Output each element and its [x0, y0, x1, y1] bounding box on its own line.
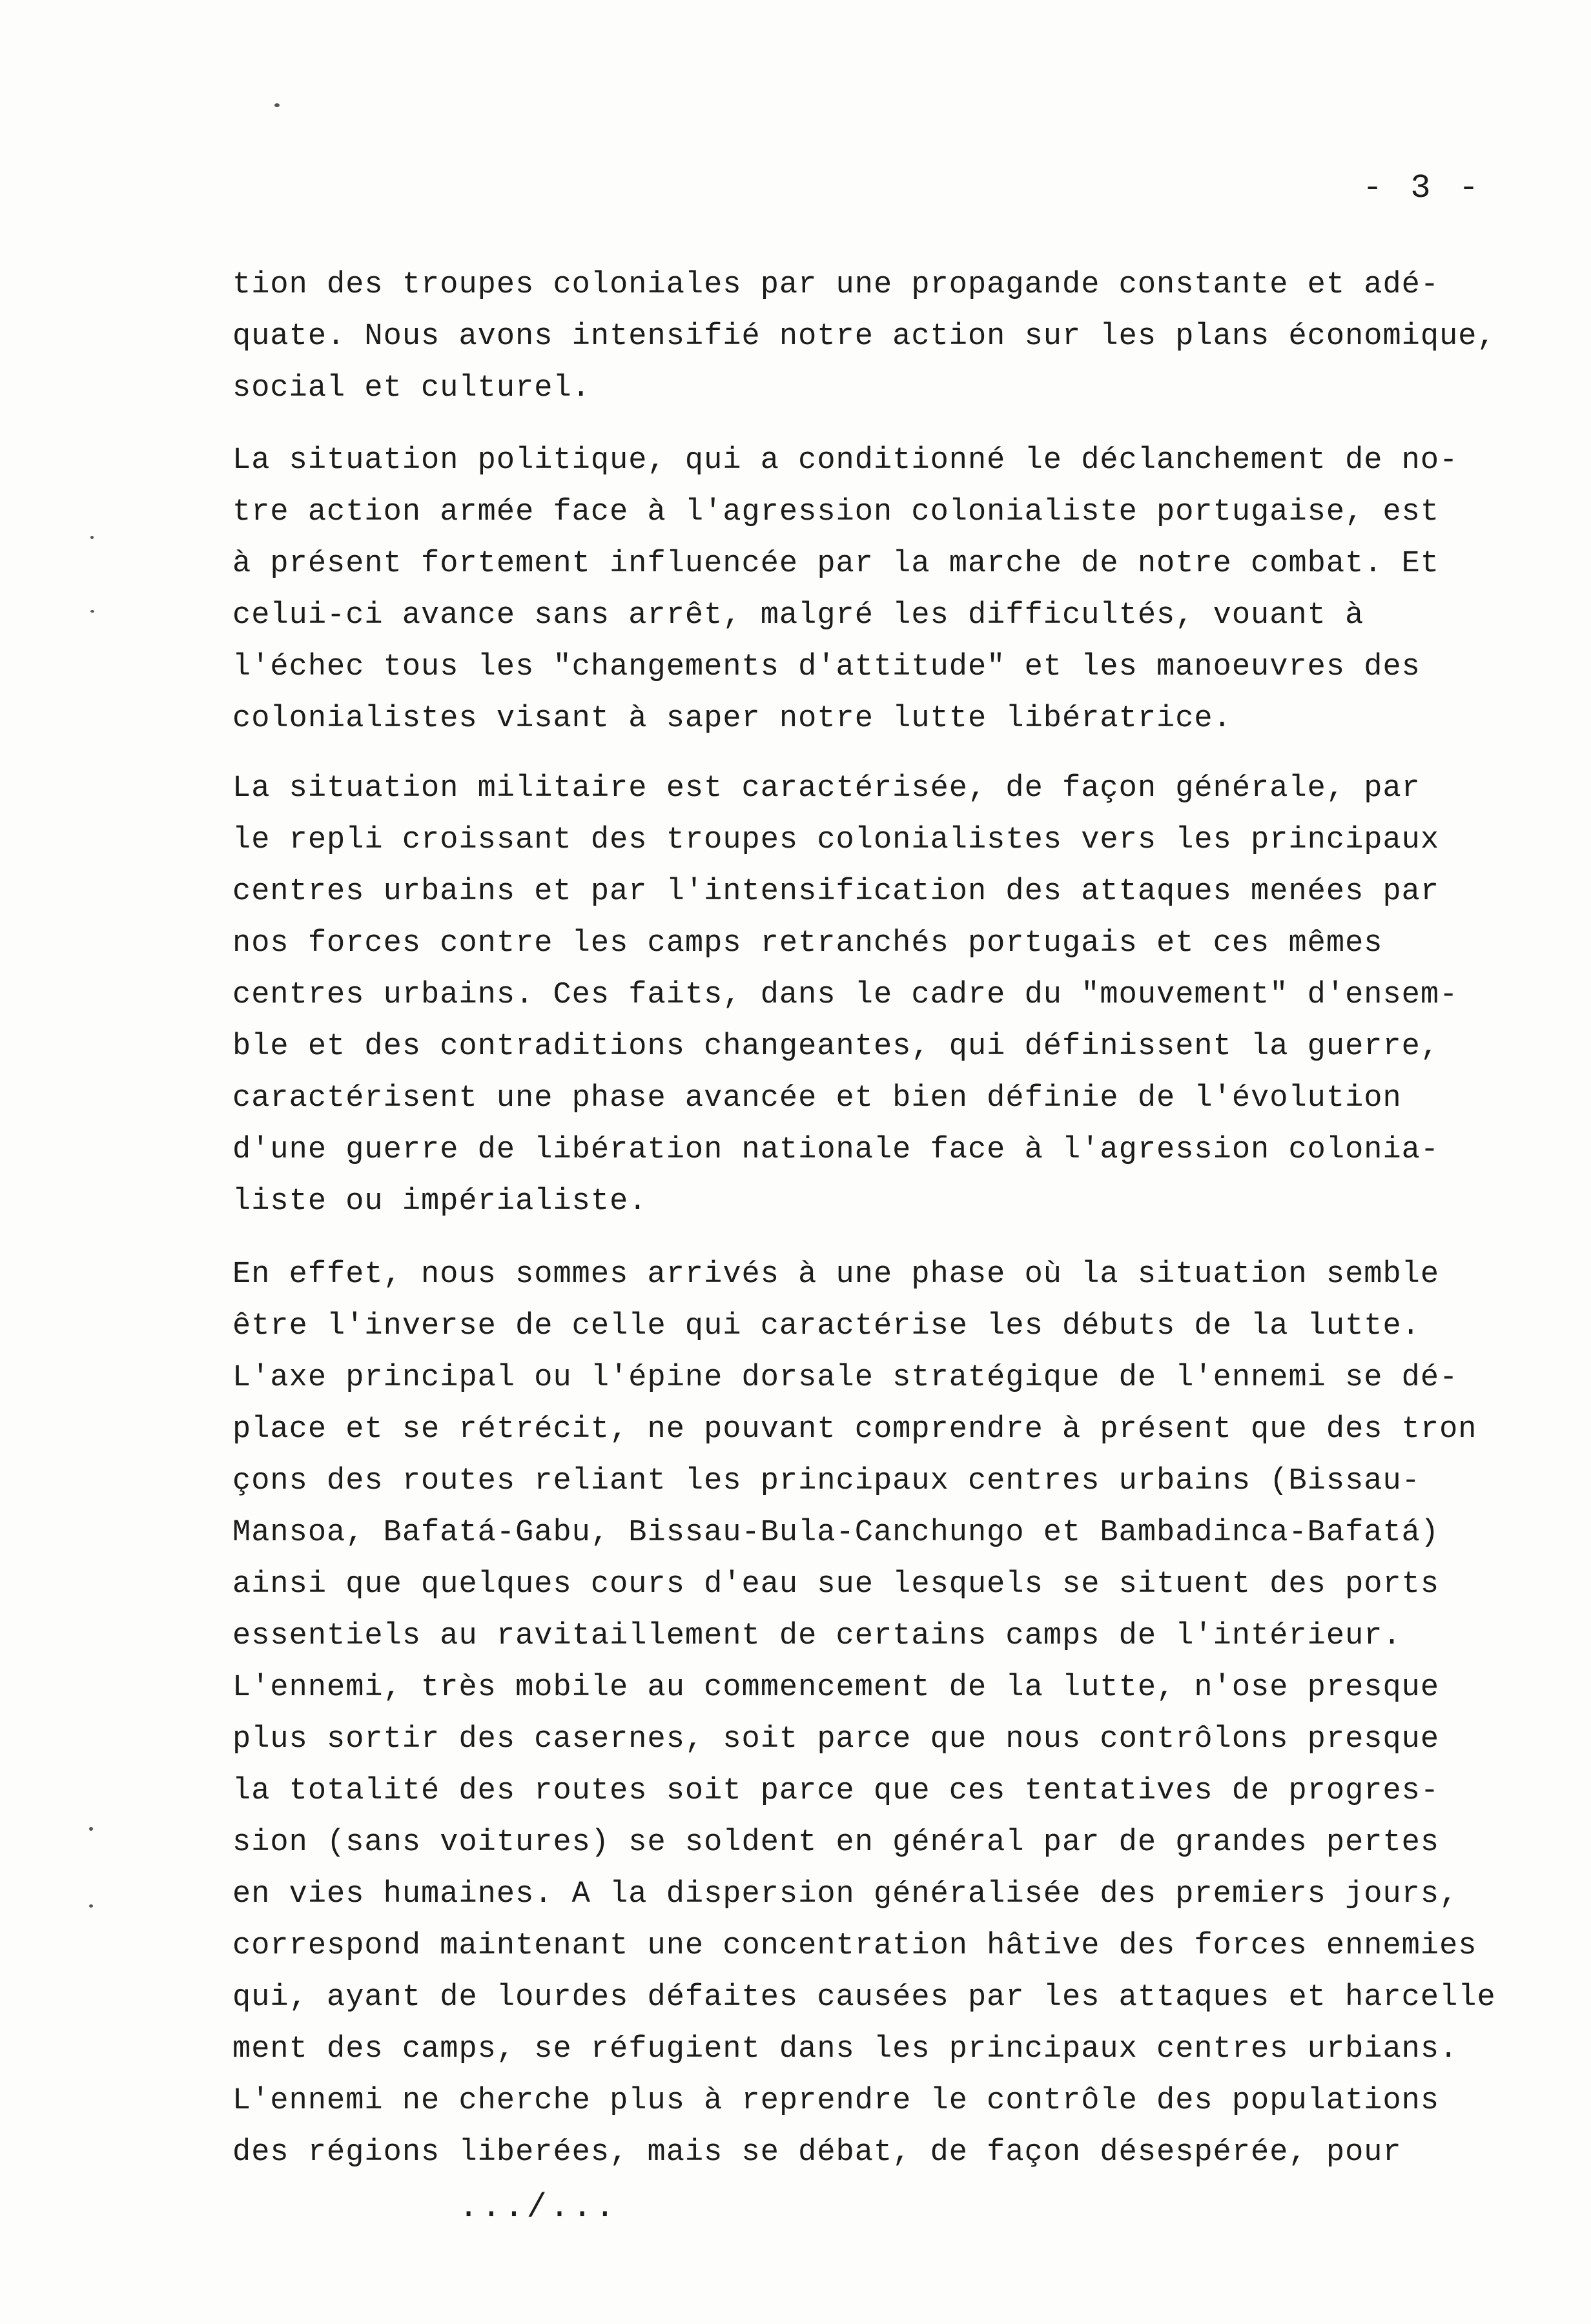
text-line: liste ou impérialiste. — [232, 1185, 648, 1219]
scan-speck — [90, 536, 94, 539]
scan-speck — [89, 1827, 93, 1831]
text-line: ment des camps, se réfugient dans les principaux centres urbians. — [232, 2032, 1459, 2066]
text-line: centres urbains et par l'intensification des attaques menées par — [232, 875, 1440, 909]
text-line: celui-ci avance sans arrêt, malgré les difficultés, vouant à — [232, 598, 1364, 633]
scan-speck — [274, 103, 280, 107]
text-line: çons des routes reliant les principaux centres urbains (Bissau- — [232, 1464, 1421, 1498]
text-line: nos forces contre les camps retranchés portugais et ces mêmes — [232, 926, 1383, 961]
text-line: La situation militaire est caractérisée, de façon générale, par — [232, 771, 1421, 806]
text-line: le repli croissant des troupes colonialistes vers les principaux — [232, 823, 1440, 857]
text-line: colonialistes visant à saper notre lutte libératrice. — [232, 702, 1232, 736]
text-line: tion des troupes coloniales par une propagande constante et adé- — [232, 268, 1440, 302]
text-line: tre action armée face à l'agression colonialiste portugaise, est — [232, 495, 1440, 529]
continuation-mark: .../... — [458, 2188, 618, 2227]
text-line: place et se rétrécit, ne pouvant comprendre à présent que des tron — [232, 1412, 1477, 1447]
text-line: des régions liberées, mais se débat, de façon désespérée, pour — [232, 2135, 1402, 2170]
text-line: centres urbains. Ces faits, dans le cadre du "mouvement" d'ensem- — [232, 978, 1459, 1012]
scan-speck — [90, 610, 94, 613]
text-line: social et culturel. — [232, 371, 591, 405]
text-line: L'ennemi ne cherche plus à reprendre le contrôle des populations — [232, 2084, 1440, 2118]
text-line: caractérisent une phase avancée et bien définie de l'évolution — [232, 1081, 1402, 1116]
text-line: essentiels au ravitaillement de certains camps de l'intérieur. — [232, 1619, 1402, 1653]
text-line: être l'inverse de celle qui caractérise les débuts de la lutte. — [232, 1309, 1421, 1343]
text-line: en vies humaines. A la dispersion généralisée des premiers jours, — [232, 1877, 1459, 1911]
page-number: - 3 - — [1362, 169, 1483, 207]
text-line: En effet, nous sommes arrivés à une phase où la situation semble — [232, 1258, 1440, 1292]
text-line: ainsi que quelques cours d'eau sue lesquels se situent des ports — [232, 1567, 1440, 1602]
text-line: La situation politique, qui a conditionné le déclanchement de no- — [232, 443, 1459, 478]
scan-speck — [89, 1904, 93, 1908]
text-line: ble et des contraditions changeantes, qui définissent la guerre, — [232, 1030, 1440, 1064]
text-line: quate. Nous avons intensifié notre action sur les plans économique, — [232, 320, 1496, 354]
text-line: la totalité des routes soit parce que ces tentatives de progres- — [232, 1774, 1440, 1808]
text-line: qui, ayant de lourdes défaites causées par les attaques et harcelle — [232, 1981, 1496, 2015]
text-line: L'axe principal ou l'épine dorsale stratégique de l'ennemi se dé- — [232, 1361, 1459, 1395]
text-line: d'une guerre de libération nationale face à l'agression colonia- — [232, 1133, 1440, 1167]
text-line: plus sortir des casernes, soit parce que nous contrôlons presque — [232, 1722, 1440, 1757]
text-line: Mansoa, Bafatá-Gabu, Bissau-Bula-Canchungo et Bambadinca-Bafatá) — [232, 1516, 1440, 1550]
text-line: sion (sans voitures) se soldent en général par de grandes pertes — [232, 1826, 1440, 1860]
text-line: à présent fortement influencée par la marche de notre combat. Et — [232, 547, 1440, 581]
text-line: l'échec tous les "changements d'attitude" et les manoeuvres des — [232, 650, 1421, 684]
text-line: L'ennemi, très mobile au commencement de la lutte, n'ose presque — [232, 1671, 1440, 1705]
text-line: correspond maintenant une concentration hâtive des forces ennemies — [232, 1929, 1477, 1963]
